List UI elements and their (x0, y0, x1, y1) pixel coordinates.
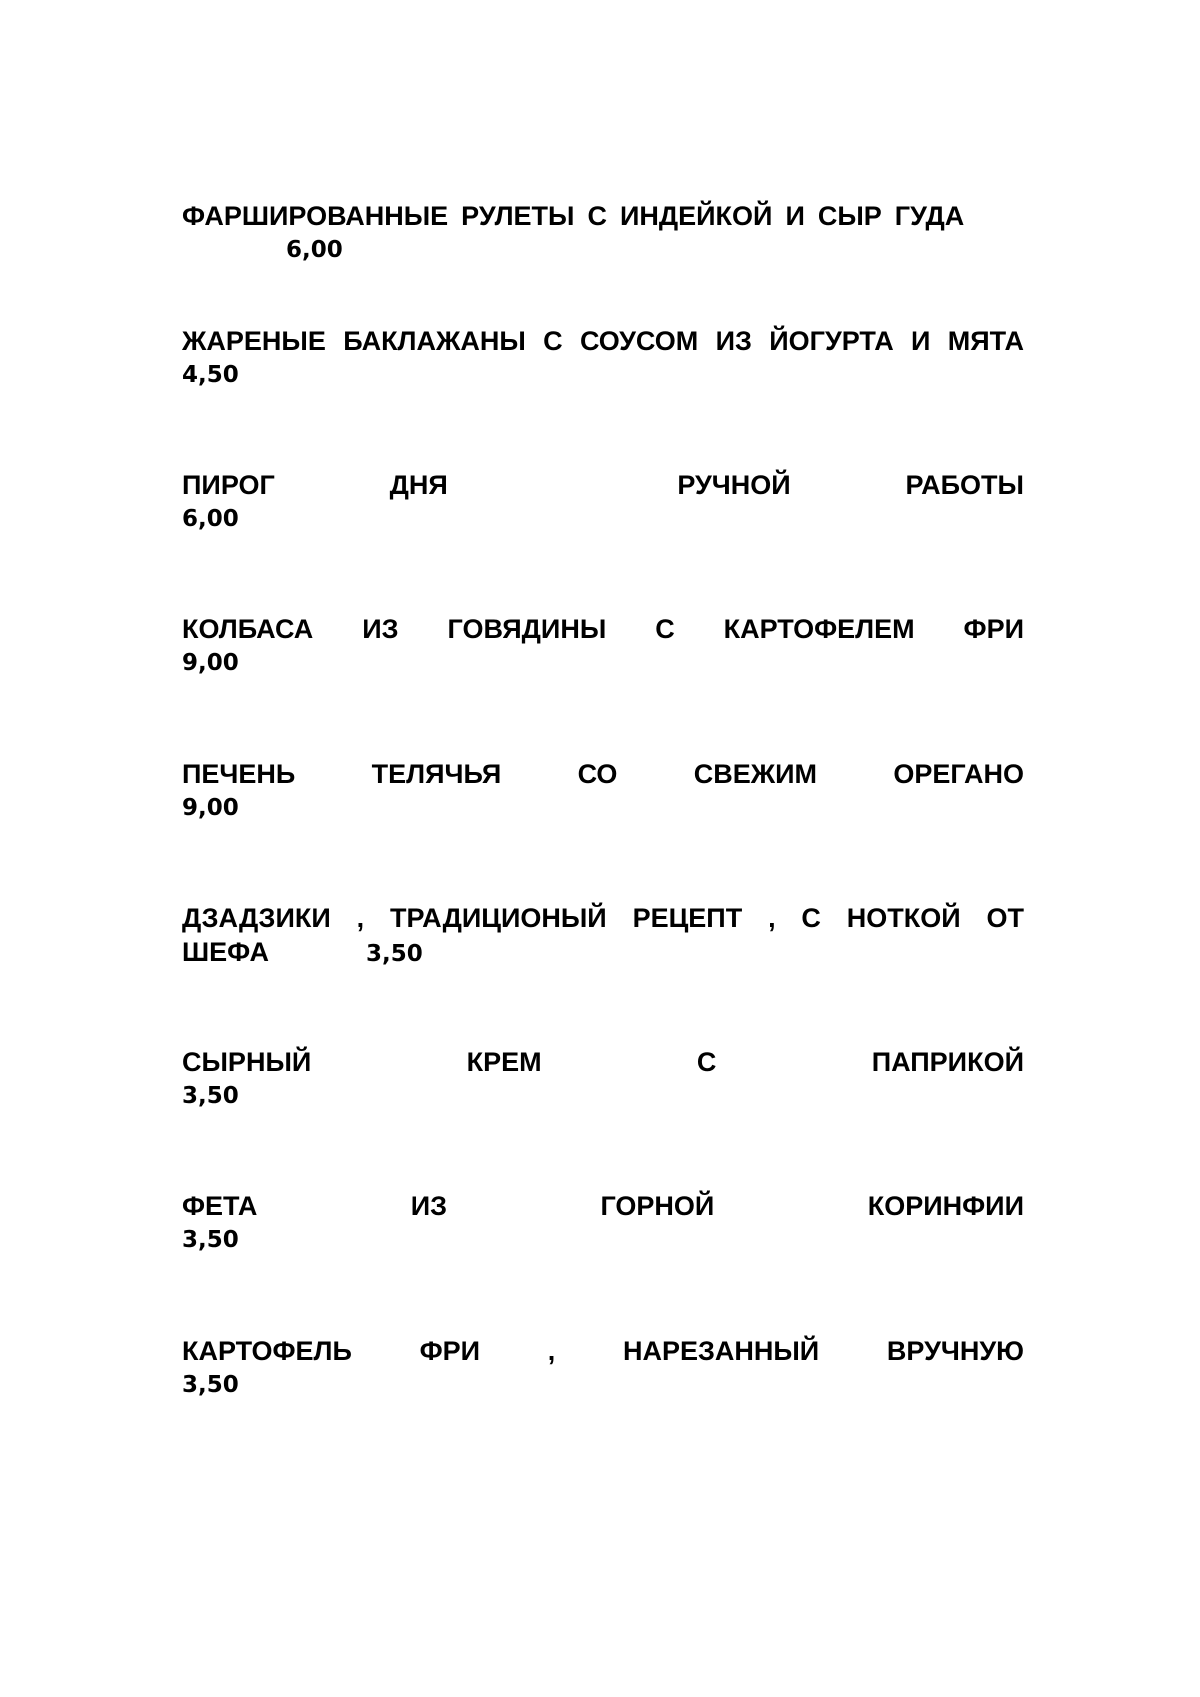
title-word: ТРАДИЦИОНЫЙ (389, 903, 607, 933)
menu-item-price: 4,50 (182, 362, 239, 388)
title-word: ОРЕГАНО (893, 759, 1024, 789)
title-word: ПАПРИКОЙ (871, 1047, 1024, 1077)
title-word: СОУСОМ (579, 326, 699, 356)
title-word: РЕЦЕПТ (632, 903, 743, 933)
menu-item-title (182, 1189, 1024, 1223)
menu-item-title (182, 612, 1024, 646)
menu-item-price-row (182, 646, 1024, 680)
title-word: С (587, 201, 607, 231)
title-word: И (911, 326, 931, 356)
title-word: ТЕЛЯЧЬЯ (371, 759, 502, 789)
title-word: С (696, 1047, 717, 1077)
menu-item-title (182, 199, 1024, 233)
title-word: СО (577, 759, 618, 789)
menu-item-price: 6,00 (182, 506, 239, 532)
menu-item-title (182, 1334, 1024, 1368)
title-word: КАРТОФЕЛЕМ (723, 614, 915, 644)
title-word: И (785, 201, 805, 231)
title-word: ДЗАДЗИКИ (182, 903, 331, 933)
menu-item (182, 612, 1024, 680)
title-word: ИНДЕЙКОЙ (619, 201, 773, 231)
title-word: ФРИ (419, 1336, 481, 1366)
title-word: РУЛЕТЫ (461, 201, 575, 231)
title-word: ЖАРЕНЫЕ (182, 326, 326, 356)
title-word: СЫРНЫЙ (182, 1047, 312, 1077)
menu-item-price-row (182, 1223, 1024, 1257)
menu-item-price-row (182, 502, 1024, 536)
menu-item (182, 468, 1024, 536)
menu-item-price-row (182, 1368, 1024, 1402)
menu-item-price: 3,50 (182, 1227, 239, 1253)
menu-item-price: 3,50 (182, 1083, 239, 1109)
menu-item-price-row (182, 791, 1024, 825)
menu-item-price-row (182, 358, 1024, 392)
title-word: , (356, 903, 365, 933)
title-word: КОЛБАСА (182, 614, 314, 644)
menu-item-price: 6,00 (286, 237, 343, 263)
title-word: РУЧНОЙ (677, 470, 791, 500)
title-word: МЯТА (947, 326, 1024, 356)
menu-item-title (182, 1045, 1024, 1079)
title-word: КРЕМ (466, 1047, 542, 1077)
title-word: , (547, 1336, 556, 1366)
menu-item-price-row (182, 935, 1024, 971)
menu-item-price: 3,50 (366, 941, 423, 967)
title-word: ГОВЯДИНЫ (447, 614, 607, 644)
title-word: ШЕФА (182, 937, 270, 967)
menu-item (182, 757, 1024, 825)
menu-item-title (182, 324, 1024, 358)
menu-item-price: 3,50 (182, 1372, 239, 1398)
title-word: ПЕЧЕНЬ (182, 759, 296, 789)
menu-item (182, 1334, 1024, 1402)
title-word: КОРИНФИИ (867, 1191, 1024, 1221)
menu-item (182, 901, 1024, 971)
title-word: ГОРНОЙ (600, 1191, 715, 1221)
title-word: КАРТОФЕЛЬ (182, 1336, 352, 1366)
menu-item (182, 1045, 1024, 1113)
title-word: , (768, 903, 776, 933)
title-word: НОТКОЙ (846, 903, 961, 933)
menu-item-price: 9,00 (182, 650, 239, 676)
title-word: ЙОГУРТА (769, 326, 894, 356)
title-word: РАБОТЫ (905, 470, 1024, 500)
title-word: НАРЕЗАННЫЙ (622, 1336, 820, 1366)
menu-item-title (182, 468, 1024, 502)
title-word: ИЗ (715, 326, 752, 356)
title-word: ДНЯ (389, 470, 448, 500)
title-word: ГУДА (894, 201, 965, 231)
title-word: ФЕТА (182, 1191, 258, 1221)
menu-item-price-row (182, 233, 1024, 267)
title-word: СЫР (817, 201, 882, 231)
menu-item (182, 324, 1024, 392)
title-word: ИЗ (362, 614, 399, 644)
menu-item-title (182, 757, 1024, 791)
title-word: С (543, 326, 563, 356)
title-word: ИЗ (410, 1191, 448, 1221)
title-word: С (801, 903, 821, 933)
menu-item-price-row (182, 1079, 1024, 1113)
title-word: ПИРОГ (182, 470, 275, 500)
title-word: С (655, 614, 675, 644)
menu-item-price: 9,00 (182, 795, 239, 821)
menu-item-title (182, 901, 1024, 935)
title-word: ФРИ (963, 614, 1024, 644)
title-word: ФАРШИРОВАННЫЕ (182, 201, 449, 231)
title-word: БАКЛАЖАНЫ (343, 326, 526, 356)
title-word: СВЕЖИМ (693, 759, 818, 789)
menu-item (182, 199, 1024, 267)
title-word: ВРУЧНУЮ (886, 1336, 1024, 1366)
title-word: ОТ (986, 903, 1024, 933)
menu-item (182, 1189, 1024, 1257)
